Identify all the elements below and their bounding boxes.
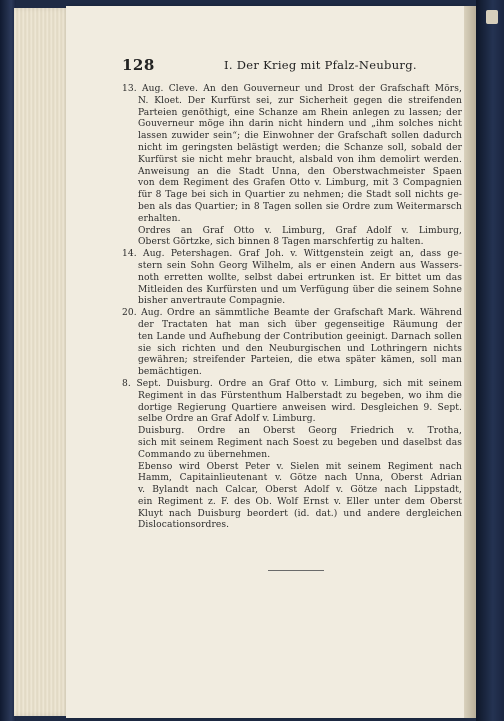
running-head: I. Der Krieg mit Pfalz-Neuburg. [224,58,417,72]
text-line: der Tractaten hat man sich über gegenseitige Räumung der [138,319,462,330]
text-line: 8. Sept. Duisburg. Ordre an Graf Otto v. Limburg, sich mit seinem [122,378,462,389]
page-gutter [464,6,476,718]
text-line: v. Bylandt nach Calcar, Oberst Adolf v. Götze nach Lippstadt, [138,485,462,496]
text-line: N. Kloet. Der Kurfürst sei, zur Sicherheit gegen die streifenden [138,95,462,106]
text-line: von dem Regiment des Grafen Otto v. Limburg, mit 3 Compagnien [138,178,462,189]
text-line: ben als das Quartier; in 8 Tagen sollen sie Ordre zum Weitermarsch [138,201,462,212]
page-edges [14,8,70,716]
text-line: ten Lande und Aufhebung der Contribution geeinigt. Darnach sollen [138,331,462,342]
text-line: Duisburg. Ordre an Oberst Georg Friedrich v. Trotha, [138,426,462,437]
text-line: Hamm, Capitainlieutenant v. Götze nach Unna, Oberst Adrian [138,473,462,484]
section-divider [268,570,324,571]
text-line: erhalten. [138,213,181,224]
text-line: Mitleiden des Kurfürsten und um Verfügung über die seinem Sohne [138,284,462,295]
text-line: Ordres an Graf Otto v. Limburg, Graf Adolf v. Limburg, [138,225,462,236]
text-line: Anweisung an die Stadt Unna, den Oberstwachmeister Spaen [138,166,462,177]
text-line: dortige Regierung Quartiere anweisen wird. Desgleichen 9. Sept. [138,402,462,413]
text-line: Regiment in das Fürstenthum Halberstadt zu begeben, wo ihm die [138,390,462,401]
text-line: Kluyt nach Duisburg beordert (id. dat.) und andere dergleichen [138,508,462,519]
text-line: 13. Aug. Cleve. An den Gouverneur und Drost der Grafschaft Mörs, [122,84,462,94]
text-line: lassen zuwider sein“; die Einwohner der Grafschaft sollen dadurch [138,131,462,142]
text-line: 20. Aug. Ordre an sämmtliche Beamte der Grafschaft Mark. Während [122,308,462,319]
text-line: sich mit seinem Regiment nach Soest zu begeben und daselbst das [138,437,462,448]
text-line: bemächtigen. [138,367,202,378]
text-line: Gouverneur möge ihn darin nicht hindern und „ihm solches nicht [138,119,462,130]
body-text [122,84,462,532]
text-line: Ebenso wird Oberst Peter v. Sielen mit seinem Regiment nach [138,461,462,472]
text-line: ein Regiment z. F. des Ob. Wolf Ernst v. Eller unter dem Oberst [138,496,462,507]
text-line: Dislocationsordres. [138,520,230,531]
page-header [122,56,452,74]
text-line: Commando zu übernehmen. [138,449,271,460]
page-number: 128 [122,56,155,74]
text-line: Parteien genöthigt, eine Schanze am Rhein anlegen zu lassen; der [138,107,462,118]
text-line: gewähren; streifender Parteien, die etwa später kämen, soll man [138,355,462,366]
text-line: stern sein Sohn Georg Wilhelm, als er einen Andern aus Wassers- [138,260,462,271]
text-line: Oberst Görtzke, sich binnen 8 Tagen marschfertig zu halten. [138,237,424,248]
text-line: nicht im geringsten belästigt werden; die Schanze soll, sobald der [138,142,462,153]
book-page [66,6,464,718]
text-line: Kurfürst sie nicht mehr braucht, alsbald von ihm demolirt werden. [138,154,462,165]
text-line: für 8 Tage bei sich in Quartier zu nehmen; die Stadt soll nichts ge- [138,190,462,201]
bookmark-tab [486,10,498,24]
book-cover-right [476,0,504,721]
text-line: bisher anvertraute Compagnie. [138,296,286,307]
text-line: 14. Aug. Petershagen. Graf Joh. v. Wittgenstein zeigt an, dass ge- [122,249,462,260]
text-line: selbe Ordre an Graf Adolf v. Limburg. [138,414,316,425]
text-line: noth erretten wollte, selbst dabei ertrunken ist. Er bittet um das [138,272,462,283]
text-line: sie sich richten und den Neuburgischen und Lothringern nichts [138,343,462,354]
